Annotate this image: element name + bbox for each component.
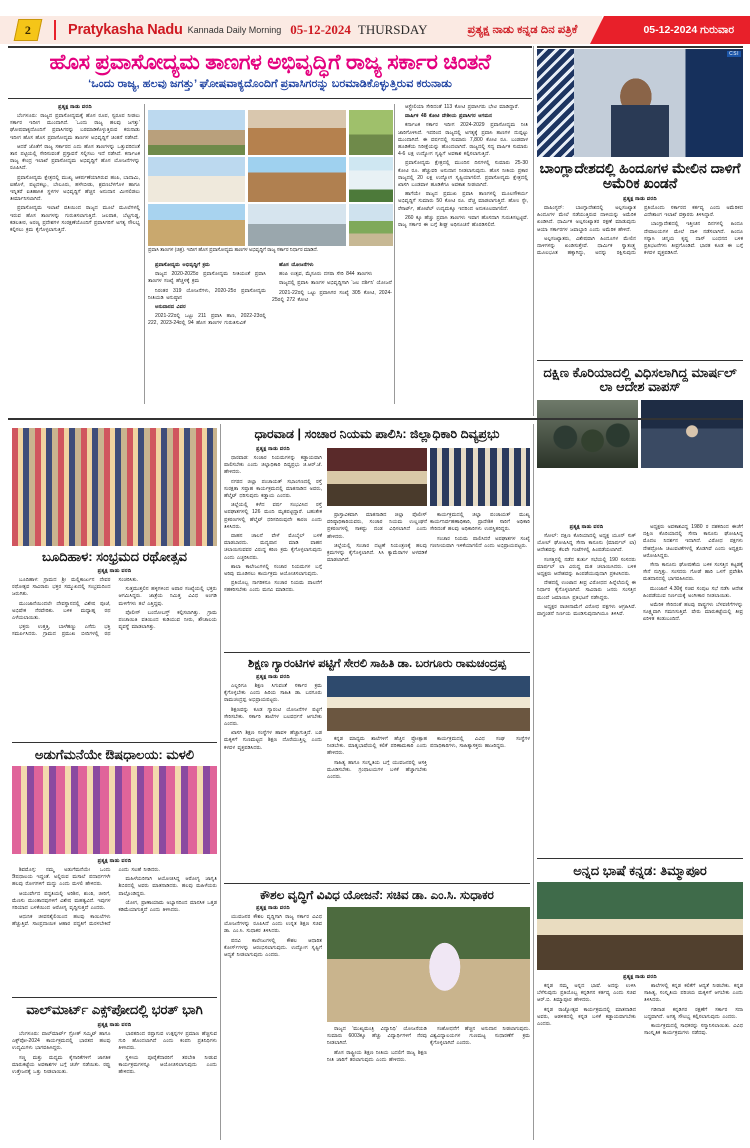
paragraph: ಗಡಿನಾಡ ಕನ್ನಡಿಗರ ರಕ್ಷಣೆಗೆ ಸರ್ಕಾರ ಸದಾ ಬದ್ಧವಾಗಿದೆ. ಅಗತ್ಯ ಸೌಲಭ್ಯ ಕಲ್ಪಿಸಲಾಗುವುದು ಎಂದರು. <box>644 1006 743 1020</box>
photo-dharwad-stage <box>327 448 427 506</box>
paragraph: ಆಧುನಿಕ ಜೀವನಶೈಲಿಯಿಂದ ಹಲವು ಕಾಯಿಲೆಗಳು ಹೆಚ್ಚುತ್ತಿವೆ. ಸಾಂಪ್ರದಾಯಿಕ ಆಹಾರ ಪದ್ಧತಿಗೆ ಮರಳಬೇಕಿದೆ ಎಂದು ಸಲಹೆ ನೀಡಿದರು. <box>12 867 161 928</box>
section-headline-walmart: ವಾಲ್‌ಮಾರ್ಟ್ ಎಕ್ಸ್‌ಪೋದಲ್ಲಿ ಭರತ್ ಭಾಗಿ <box>26 1002 203 1017</box>
section-body-kannada <box>537 974 743 1139</box>
section-body-saahiti-col2 <box>327 736 427 879</box>
photo-dharwad-officials <box>430 448 530 506</box>
byline: ಪ್ರತ್ಯಕ್ಷ ನಾಡು ವರದಿ <box>623 196 657 202</box>
photo-beach <box>349 204 393 246</box>
paragraph: ದೇಶದಲ್ಲಿ ಉಂಟಾದ ತೀವ್ರ ವಿರೋಧದ ಹಿನ್ನೆಲೆಯಲ್ಲಿ ಈ ನಿರ್ಧಾರ ಕೈಗೊಳ್ಳಲಾಗಿದೆ. ಸಾವಿರಾರು ಜನರು ಸಂಸತ್ತಿನ ಮುಂದೆ ಜಮಾಯಿಸಿ ಪ್ರತಿಭಟನೆ ನಡೆಸಿದ್ದರು. <box>537 580 636 601</box>
paragraph: ಅಧ್ಯಕ್ಷರು ಅವಕಾಶವಿದ್ದ 1980 ರ ದಶಕದಿಂದ ಈಚೆಗೆ ದಕ್ಷಿಣ ಕೊರಿಯಾದಲ್ಲಿ ಸೇನಾ ಕಾನೂನು ಘೋಷಿಸಿದ್ದ ಮೊದಲ ನಿದರ್ಶನ ಇದಾಗಿದೆ. ವಿರೋಧ ಪಕ್ಷಗಳು ದೇಶದ್ರೋಹಿ ಚಟುವಟಿಕೆಗಳಲ್ಲಿ ತೊಡಗಿವೆ ಎಂದು ಅಧ್ಯಕ್ಷರು ಆರೋಪಿಸಿದ್ದರು. <box>643 524 743 559</box>
stat-line: 2021-22ರಲ್ಲಿ ಒಟ್ಟು 211 ಪ್ರವಾಸಿ ತಾಣ, 2022-23ರಲ್ಲಿ 222, 2023-24ರಲ್ಲಿ 94 ಹೊಸ ತಾಣಗಳ ಗುರುತಿಸುವಿಕೆ <box>148 313 266 327</box>
paragraph: ಬೆಂಗಳೂರು: ರಾಜ್ಯದ ಪ್ರವಾಸೋದ್ಯಮಕ್ಕೆ ಹೊಸ ರೂಪ, ಸ್ವರೂಪ ನೀಡಲು ಸರ್ಕಾರ ಇದೀಗ ಮುಂದಾಗಿದೆ. ‘ಒಂದು ರಾಜ್ಯ ಹಲವು ಜಗತ್ತು’ ಘೋಷವಾಕ್ಯದೊಂದಿಗೆ ಪ್ರವಾಸಿಗರನ್ನು ಬರಮಾಡಿಕೊಳ್ಳುತ್ತಿರುವ ಕರುನಾಡು ಇದೀಗ ಹೊಸ ಹೊಸ ಪ್ರವಾಸೋದ್ಯಮ ತಾಣಗಳ ಅಭಿವೃದ್ಧಿಗೆ ಚಿಂತನೆ ನಡೆಸಿದೆ. <box>10 113 140 141</box>
paragraph: ಭಾರತದಿಂದ ರಫ್ತಾಗುವ ಉತ್ಪನ್ನಗಳ ಪ್ರಮಾಣ ಹೆಚ್ಚಿಸುವ ಗುರಿ ಹೊಂದಲಾಗಿದೆ ಎಂದು ಕಂಪನಿ ಪ್ರತಿನಿಧಿಗಳು ತಿಳಿಸಿದರು. <box>118 1031 217 1052</box>
section-body-saahiti-col3 <box>430 736 530 879</box>
masthead-kannada-date: 05-12-2024 ಗುರುವಾರ <box>643 23 734 36</box>
lead-subheadline: ‘ಒಂದು ರಾಜ್ಯ, ಹಲವು ಜಗತ್ತು’ ಘೋಷವಾಕ್ಯದೊಂದಿಗೆ ಪ್ರವಾಸಿಗರನ್ನು ಬರಮಾಡಿಕೊಳ್ಳುತ್ತಿರುವ ಕರುನಾಡು <box>88 78 452 90</box>
paragraph: ವಾಹನ ಚಾಲನೆ ವೇಳೆ ಮೊಬೈಲ್ ಬಳಕೆ ಮಾಡಬಾರದು. ಮದ್ಯಪಾನ ಮಾಡಿ ವಾಹನ ಚಲಾಯಿಸುವವರ ವಿರುದ್ಧ ಕಠಿಣ ಕ್ರಮ ಕೈಗೊಳ್ಳಲಾಗುವುದು ಎಂದು ಎಚ್ಚರಿಸಿದರು. <box>224 533 322 561</box>
paragraph: ರಾಜ್ಯದ 'ಮುಖ್ಯಮಂತ್ರಿ ವಿದ್ಯಾನಿಧಿ' ಯೋಜನೆಯಡಿ ಸುಮಾರು 6003ಕ್ಕೂ ಹೆಚ್ಚು ವಿದ್ಯಾರ್ಥಿಗಳಿಗೆ ನೆರವು ನೀಡಲಾಗಿದೆ. <box>327 1026 427 1047</box>
stat-line: ನಿರಂತರ 319 ಯೋಜನೆಗಳು, 2020-25ರ ಪ್ರವಾಸೋದ್ಯಮ ನೀತಿಯಡಿ ಅನುಷ್ಠಾನ <box>148 287 266 301</box>
photo-gopura <box>148 204 245 246</box>
stat-title: ಪ್ರವಾಸೋದ್ಯಮ ಅಭಿವೃದ್ಧಿಗೆ ಕ್ರಮ <box>155 262 210 268</box>
masthead-kannada-title: ಪ್ರತ್ಯಕ್ಷ ನಾಡು ಕನ್ನಡ ದಿನ ಪತ್ರಿಕೆ <box>467 23 578 36</box>
byline: ಪ್ರತ್ಯಕ್ಷ ನಾಡು ವರದಿ <box>256 674 290 680</box>
newspaper-subtitle: Kannada Daily Morning <box>187 25 282 35</box>
paragraph: ಕಾರ್ಯಕ್ರಮದಲ್ಲಿ ಜಿಲ್ಲಾ ಪಂಚಾಯತ್ ಮುಖ್ಯ ಕಾರ್ಯನಿರ್ವಹಣಾಧಿಕಾರಿ, ಪ್ರಾದೇಶಿಕ ಸಾರಿಗೆ ಅಧಿಕಾರಿ ಸೇರಿದಂತೆ ಹಲವು ಅಧಿಕಾರಿಗಳು ಉಪಸ್ಥಿತರಿದ್ದರು. <box>430 512 530 533</box>
stat-title: ಅನುದಾನದ ವಿವರ <box>155 304 186 311</box>
lead-right-divider <box>533 46 534 416</box>
paragraph: ಮಹಿಳೆಯರಿಗಾಗಿ ಆಯೋಜಿಸಿದ್ದ ಆರೋಗ್ಯ ಜಾಗೃತಿ ಶಿಬಿರದಲ್ಲಿ ಅವರು ಮಾತನಾಡಿದರು. ಹಲವು ಮಹಿಳೆಯರು ಪಾಲ್ಗೊಂಡಿದ್ದರು. <box>118 876 217 897</box>
section-headline-kaushala: ಕೌಶಲ ವೃದ್ಧಿಗೆ ವಿವಿಧ ಯೋಜನೆ: ಸಚಿವ ಡಾ. ಎಂ.ಸಿ. ಸುಧಾಕರ <box>260 888 494 902</box>
masthead <box>0 16 750 44</box>
paragraph: ಭಕ್ತರು ಉತ್ತತ್ತಿ, ಬಾಳೆಹಣ್ಣು ಎಸೆದು ಭಕ್ತಿ ಸಮರ್ಪಿಸಿದರು. ಗ್ರಾಮದ ಪ್ರಮುಖ ಬೀದಿಗಳಲ್ಲಿ ರಥ ಸಂಚರಿಸಿತು. <box>12 577 139 638</box>
section-headline-adugemane: ಅಡುಗೆಮನೆಯೇ ಔಷಧಾಲಯ: ಮಳಲಿ <box>34 747 195 762</box>
stat-title: ವಾರ್ಷಿಕ 48 ಕೋಟಿ ದೇಶೀಯ ಪ್ರವಾಸಿಗರ ಆಗಮನ <box>405 113 492 120</box>
lead-column-1 <box>10 104 140 404</box>
paragraph: ಸಾಹಿತ್ಯ ಹಾಗೂ ಸಂಸ್ಕೃತಿಯ ಬಗ್ಗೆ ಯುವಜನರಲ್ಲಿ ಆಸಕ್ತಿ ಮೂಡಿಸಬೇಕು. ಗ್ರಂಥಾಲಯಗಳ ಬಳಕೆ ಹೆಚ್ಚಾಗಬೇಕು ಎಂದರು. <box>327 759 427 781</box>
byline: ಪ್ರತ್ಯಕ್ಷ ನಾಡು ವರದಿ <box>58 104 92 110</box>
section-body-budihal <box>12 568 217 728</box>
photo-gol-gumbaz <box>148 157 245 202</box>
paragraph: ಶಿವಮೊಗ್ಗ: ನಮ್ಮ ಅಡುಗೆಮನೆಯೇ ಒಂದು ಔಷಧಾಲಯ ಇದ್ದಂತೆ. ಅಲ್ಲಿರುವ ಮಸಾಲೆ ಪದಾರ್ಥಗಳೇ ಹಲವು ರೋಗಗಳಿಗೆ ಮದ್ದು ಎಂದು ಮಳಲಿ ಹೇಳಿದರು. <box>12 867 111 888</box>
watermark-label: CSI <box>729 51 739 57</box>
paragraph: ಬೆಂಗಳೂರು: ವಾಲ್‌ಮಾರ್ಟ್ ಗ್ರೋತ್ ಸಮ್ಮಿಟ್ ಹಾಗೂ ಎಕ್ಸ್‌ಪೋ-2024 ಕಾರ್ಯಕ್ರಮದಲ್ಲಿ ಭಾರತದ ಹಲವು ಉದ್ಯಮಿಗಳು ಭಾಗವಹಿಸಿದ್ದರು. <box>12 1031 111 1052</box>
paragraph: ಶಾಲೆಗಳಲ್ಲಿ ಕನ್ನಡ ಕಲಿಕೆಗೆ ಆದ್ಯತೆ ನೀಡಬೇಕು. ಕನ್ನಡ ಸಾಹಿತ್ಯ, ಸಂಸ್ಕೃತಿಯ ಪರಿಚಯ ಮಕ್ಕಳಿಗೆ ಆಗಬೇಕು ಎಂದು ತಿಳಿಸಿದರು. <box>644 983 743 1004</box>
paragraph: ಹೊಸ ರಾಷ್ಟ್ರೀಯ ಶಿಕ್ಷಣ ನೀತಿಯ ಬದಲಿಗೆ ರಾಜ್ಯ ಶಿಕ್ಷಣ ನೀತಿ ಜಾರಿಗೆ ತರಲಾಗುವುದು ಎಂದು ಹೇಳಿದರು. <box>327 1049 427 1063</box>
masthead-day: THURSDAY <box>357 22 428 37</box>
section-body-adugemane <box>12 858 217 993</box>
masthead-divider <box>54 20 56 40</box>
paragraph: ಅಧ್ಯಕ್ಷರ ರಾಜೀನಾಮೆಗೆ ವಿರೋಧ ಪಕ್ಷಗಳು ಆಗ್ರಹಿಸಿವೆ. ವಾಗ್ದಂಡನೆ ನಿರ್ಣಯ ಮಂಡಿಸುವುದಾಗಿಯೂ ತಿಳಿಸಿವೆ. <box>537 603 636 618</box>
section-headline-saahiti: ಶಿಕ್ಷಣ ಗ್ಯಾರಂಟಿಗಳ ಪಟ್ಟಿಗೆ ಸೇರಲಿ ಸಾಹಿತಿ ಡಾ. ಬರಗೂರು ರಾಮಚಂದ್ರಪ್ಪ <box>248 658 506 670</box>
paragraph: ಆದರೆ ಜೊತೆಗೆ ರಾಜ್ಯ ಸರ್ಕಾರದ ಎದು ಹೊಸ ತಾಣಗಳನ್ನು ಒತ್ತುವರಿದಂತೆ ತಾನ ಪಟ್ಟಿಯಲ್ಲಿ ಸೇರಿಸುವಂತೆ ಪ್ರಸ್ತಾವನೆ ಸಲ್ಲಿಸಲು ಇದೆ ನಡೆಸಿದೆ. ಕರ್ನಾಟಕ ರಾಜ್ಯ ಕೇಂದ್ರ ಇಲಾಖೆ ಪ್ರವಾಸೋದ್ಯಮ ಅಭಿವೃದ್ಧಿಗೆ ಹೊಸ ಯೋಜನೆಗಳನ್ನು ರೂಪಿಸಿದೆ. <box>10 143 140 172</box>
rule-left-walmart <box>12 997 217 998</box>
paragraph: ಅಮೆರಿಕ ಸೇರಿದಂತೆ ಹಲವು ರಾಷ್ಟ್ರಗಳು ಬೆಳವಣಿಗೆಗಳನ್ನು ಸೂಕ್ಷ್ಮವಾಗಿ ಗಮನಿಸುತ್ತಿವೆ. ಷೇರು ಮಾರುಕಟ್ಟೆಯಲ್ಲಿ ತೀವ್ರ ಏರಿಳಿತ ಕಂಡುಬಂದಿದೆ. <box>643 602 743 623</box>
paragraph: ಕನ್ನಡ ರಾಜ್ಯೋತ್ಸವ ಕಾರ್ಯಕ್ರಮದಲ್ಲಿ ಮಾತನಾಡಿದ ಅವರು, ಆಡಳಿತದಲ್ಲಿ ಕನ್ನಡ ಬಳಕೆ ಕಡ್ಡಾಯವಾಗಬೇಕು ಎಂದರು. <box>537 1006 636 1028</box>
paragraph: ಪದವಿ ಕಾಲೇಜುಗಳಲ್ಲಿ ಕೌಶಲ ಆಧಾರಿತ ಕೋರ್ಸ್‌ಗಳನ್ನು ಆರಂಭಿಸಲಾಗುವುದು. ಉದ್ಯೋಗ ಸೃಷ್ಟಿಗೆ ಆದ್ಯತೆ ನೀಡಲಾಗುವುದು ಎಂದರು. <box>224 937 322 959</box>
lead-column-4 <box>398 104 528 404</box>
rule-middle-saahiti <box>224 652 530 653</box>
byline: ಪ್ರತ್ಯಕ್ಷ ನಾಡು ವರದಿ <box>569 524 604 530</box>
rule-right-top <box>537 46 743 48</box>
byline: ಪ್ರತ್ಯಕ್ಷ ನಾಡು ವರದಿ <box>97 568 132 574</box>
paragraph: ಸಂಸತ್ತಿನಲ್ಲಿ ನಡೆದ ತುರ್ತು ಸಭೆಯಲ್ಲಿ 190 ಸಂಸದರು ಮಾರ್ಷಲ್ ಲಾ ವಿರುದ್ಧ ಮತ ಚಲಾಯಿಸಿದರು. ಬಳಿಕ ಅಧ್ಯಕ್ಷರು ಆದೇಶವನ್ನು ಹಿಂಪಡೆಯುವುದಾಗಿ ಪ್ರಕಟಿಸಿದರು. <box>537 556 636 578</box>
photo-unveiling-ceremony <box>327 907 530 1022</box>
rule-under-masthead-left <box>8 46 532 48</box>
photo-fort <box>349 110 393 155</box>
paragraph: ನಗರದ ಜಿಲ್ಲಾ ಪಂಚಾಯತ್ ಸಭಾಂಗಣದಲ್ಲಿ ರಸ್ತೆ ಸುರಕ್ಷತಾ ಸಪ್ತಾಹ ಕಾರ್ಯಕ್ರಮದಲ್ಲಿ ಮಾತನಾಡಿದ ಅವರು, ಹೆಲ್ಮೆಟ್ ಧರಿಸುವುದು ಕಡ್ಡಾಯ ಎಂದರು. <box>224 478 322 500</box>
stat-title: ಹೊಸ ಯೋಜನೆಗಳು <box>279 262 314 268</box>
photo-korea-protest <box>537 400 638 468</box>
photo-saahiti-event <box>327 676 530 731</box>
paragraph: ಸ್ಥಳೀಯ ಪೂರೈಕೆದಾರರಿಗೆ ತರಬೇತಿ ನೀಡುವ ಕಾರ್ಯಕ್ರಮಗಳನ್ನೂ ಆಯೋಜಿಸಲಾಗುವುದು ಎಂದು ಹೇಳಿದರು. <box>118 1054 217 1076</box>
paragraph: ಸುತ್ತಮುತ್ತಲಿನ ಹಳ್ಳಿಗಳಿಂದ ಅಪಾರ ಸಂಖ್ಯೆಯಲ್ಲಿ ಭಕ್ತರು ಆಗಮಿಸಿದ್ದರು. ಜಾತ್ರೆಯ ನಿಮಿತ್ತ ವಿವಿಧ ಅಂಗಡಿ ಮಳಿಗೆಗಳು ತಲೆ ಎತ್ತಿದ್ದವು. <box>118 586 217 607</box>
stat-line: ಹಂಪಿ ಉತ್ಸವ, ಮೈಸೂರು ದಸರಾ ಸೇರಿ 844 ತಾಣಗಳು <box>279 271 373 278</box>
section-headline-korea: ದಕ್ಷಿಣ ಕೊರಿಯಾದಲ್ಲಿ ವಿಧಿಸಲಾಗಿದ್ದ ಮಾರ್ಷಲ್ ಲಾ ಆದೇಶ ವಾಪಸ್ <box>543 365 737 395</box>
column-divider-1 <box>220 424 221 1140</box>
newspaper-title: Pratykasha Nadu <box>68 22 183 38</box>
rule-left-adugemane <box>12 742 217 743</box>
paragraph: ಜಿಲ್ಲೆಯಲ್ಲಿ ಸಂಚಾರ ದಟ್ಟಣೆ ನಿಯಂತ್ರಣಕ್ಕೆ ಹಲವು ಕ್ರಮಗಳನ್ನು ಕೈಗೊಳ್ಳಲಾಗಿದೆ. ಸಿಸಿ ಕ್ಯಾಮೆರಾಗಳ ಅಳವಡಿಕೆ ಮಾಡಲಾಗಿದೆ. <box>327 542 427 564</box>
paragraph: ಪೊಲೀಸ್ ಬಂದೋಬಸ್ತ್ ಕಲ್ಪಿಸಲಾಗಿತ್ತು. ಗ್ರಾಮ ಪಂಚಾಯಿತಿ ವತಿಯಿಂದ ಕುಡಿಯುವ ನೀರು, ಶೌಚಾಲಯ ವ್ಯವಸ್ಥೆ ಮಾಡಲಾಗಿತ್ತು. <box>118 609 217 631</box>
paragraph: ಕಾರ್ಯಕ್ರಮದಲ್ಲಿ ವಿವಿಧ ಸಂಘ ಸಂಸ್ಥೆಗಳ ಪದಾಧಿಕಾರಿಗಳು, ಸಾಹಿತ್ಯಾಸಕ್ತರು ಹಾಜರಿದ್ದರು. <box>430 736 530 750</box>
section-body-kaushala-col3 <box>430 1026 530 1141</box>
byline: ಪ್ರತ್ಯಕ್ಷ ನಾಡು ವರದಿ <box>256 446 290 452</box>
photo-temple <box>248 157 346 202</box>
paragraph: ಬಾಂಗ್ಲಾದೇಶದಲ್ಲಿ ಇತ್ತೀಚಿನ ದಿನಗಳಲ್ಲಿ ಹಿಂದೂ ದೇವಾಲಯಗಳ ಮೇಲೆ ದಾಳಿ ನಡೆಸಲಾಗಿದೆ. ಹಿಂದೂ ಸನ್ಯಾಸಿ ಚಿನ್ಮಯ ಕೃಷ್ಣ ದಾಸ್ ಬಂಧನದ ಬಳಿಕ ಪ್ರತಿಭಟನೆಗಳು ತೀವ್ರಗೊಂಡಿವೆ. ಭಾರತ ಕೂಡ ಈ ಬಗ್ಗೆ ಕಳವಳ ವ್ಯಕ್ತಪಡಿಸಿದೆ. <box>644 221 743 257</box>
photo-waterfall <box>349 157 393 202</box>
paragraph: ಸಂಶೋಧನೆಗೆ ಹೆಚ್ಚಿನ ಅನುದಾನ ನೀಡಲಾಗುವುದು. ವಿಶ್ವವಿದ್ಯಾಲಯಗಳ ಗುಣಮಟ್ಟ ಸುಧಾರಣೆಗೆ ಕ್ರಮ ಕೈಗೊಳ್ಳಲಾಗಿದೆ ಎಂದರು. <box>430 1026 530 1047</box>
paragraph: ಕನ್ನಡ ಮಾಧ್ಯಮ ಶಾಲೆಗಳಿಗೆ ಹೆಚ್ಚಿನ ಪ್ರೋತ್ಸಾಹ ನೀಡಬೇಕು. ಮಾತೃಭಾಷೆಯಲ್ಲಿ ಕಲಿಕೆ ಪರಿಣಾಮಕಾರಿ ಎಂದು ಹೇಳಿದರು. <box>327 736 427 757</box>
stat-line: 2021-22ರಲ್ಲಿ ಒಟ್ಟು ಪ್ರವಾಸಿಗರ ಸಂಖ್ಯೆ 305 ಕೋಟಿ, 2024-25ರಲ್ಲಿ 272 ಕೋಟಿ <box>272 289 392 303</box>
paragraph: ಶಿಕ್ಷಣವನ್ನು ಕೂಡ ಗ್ಯಾರಂಟಿ ಯೋಜನೆಗಳ ಪಟ್ಟಿಗೆ ಸೇರಿಸಬೇಕು. ಸರ್ಕಾರಿ ಶಾಲೆಗಳ ಬಲವರ್ಧನೆ ಆಗಬೇಕು ಎಂದರು. <box>224 706 322 728</box>
photo-women-gathering <box>12 766 217 854</box>
section-body-korea-right <box>643 524 743 854</box>
photo-grid-caption: ಪ್ರವಾಸಿ ತಾಣಗಳ (ಚಿತ್ರ). ಇದೀಗ ಹೊಸ ಪ್ರವಾಸೋದ್ಯಮ ತಾಣಗಳ ಅಭಿವೃದ್ಧಿಗೆ ರಾಜ್ಯ ಸರ್ಕಾರ ನಿರ್ಧಾರ ಮಾಡಿದೆ. <box>148 248 319 253</box>
section-body-walmart <box>12 1022 217 1142</box>
photo-us-state-department-briefing <box>537 49 743 157</box>
paragraph: ಸೋಲ್: ದಕ್ಷಿಣ ಕೊರಿಯಾದಲ್ಲಿ ಅಧ್ಯಕ್ಷ ಯೂನ್ ಸುಕ್ ಯೋಲ್ ಘೋಷಿಸಿದ್ದ ಸೇನಾ ಕಾನೂನು (ಮಾರ್ಷಲ್ ಲಾ) ಆದೇಶವನ್ನು ಕೆಲವೇ ಗಂಟೆಗಳಲ್ಲಿ ಹಿಂಪಡೆಯಲಾಗಿದೆ. <box>537 533 636 554</box>
section-body-korea-left <box>537 524 636 854</box>
byline: ಪ್ರತ್ಯಕ್ಷ ನಾಡು ವರದಿ <box>256 905 290 911</box>
paragraph: ಯುವಜನರ ಕೌಶಲ ವೃದ್ಧಿಗಾಗಿ ರಾಜ್ಯ ಸರ್ಕಾರ ವಿವಿಧ ಯೋಜನೆಗಳನ್ನು ರೂಪಿಸಿದೆ ಎಂದು ಉನ್ನತ ಶಿಕ್ಷಣ ಸಚಿವ ಡಾ. ಎಂ.ಸಿ. ಸುಧಾಕರ ತಿಳಿಸಿದರು. <box>224 914 322 935</box>
paragraph: ಶಾಲಾ ಕಾಲೇಜುಗಳಲ್ಲಿ ಸಂಚಾರ ನಿಯಮಗಳ ಬಗ್ಗೆ ಅರಿವು ಮೂಡಿಸಲು ಕಾರ್ಯಕ್ರಮ ಆಯೋಜಿಸಲಾಗುವುದು. <box>224 563 322 578</box>
rule-under-lead-subhead <box>8 98 532 99</box>
photo-bridge <box>248 204 346 246</box>
paragraph: ಮುಂಜಾನೆಯಿಂದಲೇ ದೇವಸ್ಥಾನದಲ್ಲಿ ವಿಶೇಷ ಪೂಜೆ, ಅಭಿಷೇಕ ನೆರವೇರಿತು. ಬಳಿಕ ಮಧ್ಯಾಹ್ನ ರಥ ಎಳೆಯಲಾಯಿತು. <box>12 600 111 622</box>
section-body-dharwad-col1 <box>224 446 322 646</box>
paragraph: ಅಲ್ಪಸಂಖ್ಯಾತರು, ವಿಶೇಷವಾಗಿ ಹಿಂದೂಗಳ ಮೇಲಿನ ದಾಳಿಗಳನ್ನು ಖಂಡಿಸುತ್ತೇವೆ. ಧಾರ್ಮಿಕ ಸ್ವಾತಂತ್ರ್ಯ ಮೂಲಭೂತ ಹಕ್ಕಾಗಿದ್ದು, ಅದನ್ನು ರಕ್ಷಿಸುವುದು ಪ್ರತಿಯೊಂದು ಸರ್ಕಾರದ ಕರ್ತವ್ಯ ಎಂದು ಅಮೆರಿಕದ ವಿದೇಶಾಂಗ ಇಲಾಖೆ ವಕ್ತಾರರು ತಿಳಿಸಿದ್ದಾರೆ. <box>537 205 743 257</box>
paragraph: ಆಯುರ್ವೇದ ಪದ್ಧತಿಯಲ್ಲಿ ಅರಿಶಿನ, ಶುಂಠಿ, ಜೀರಿಗೆ, ಮೆಣಸು ಮುಂತಾದವುಗಳಿಗೆ ವಿಶೇಷ ಮಹತ್ವವಿದೆ. ಇವುಗಳ ಸರಿಯಾದ ಬಳಕೆಯಿಂದ ಆರೋಗ್ಯ ವೃದ್ಧಿಸುತ್ತದೆ ಎಂದರು. <box>12 890 111 912</box>
paragraph: ಖಾಸಗಿ ಶಿಕ್ಷಣ ಸಂಸ್ಥೆಗಳ ಹಾವಳಿ ಹೆಚ್ಚಾಗುತ್ತಿದೆ. ಬಡ ಮಕ್ಕಳಿಗೆ ಗುಣಮಟ್ಟದ ಶಿಕ್ಷಣ ದೊರೆಯುತ್ತಿಲ್ಲ ಎಂದು ಕಳವಳ ವ್ಯಕ್ತಪಡಿಸಿದರು. <box>224 730 322 751</box>
section-headline-dharwad: ಧಾರವಾಡ | ಸಂಚಾರ ನಿಯಮ ಪಾಲಿಸಿ: ಜಿಲ್ಲಾಧಿಕಾರಿ ದಿವ್ಯಪ್ರಭು <box>254 427 500 441</box>
photo-korea-president <box>641 400 743 468</box>
rule-right-korea <box>537 360 743 361</box>
section-body-dharwad-col2 <box>327 512 427 646</box>
rule-middle-kaushala <box>224 883 530 884</box>
paragraph: ಸೇನಾ ಕಾನೂನು ಘೋಷಣೆಯ ಬಳಿಕ ಸಂಸತ್ತಿನ ಕಟ್ಟಡಕ್ಕೆ ಸೇನೆ ನುಗ್ಗಿತ್ತು. ಸಂಸದರು ಗೋಡೆ ಹಾರಿ ಒಳಗೆ ಪ್ರವೇಶಿಸಿ ಮತದಾನದಲ್ಲಿ ಭಾಗವಹಿಸಿದರು. <box>643 562 743 583</box>
column-divider-2 <box>533 424 534 1140</box>
photo-kannada-event <box>537 882 743 970</box>
byline: ಪ್ರತ್ಯಕ್ಷ ನಾಡು ವರದಿ <box>97 1022 132 1028</box>
section-body-kaushala-col2 <box>327 1026 427 1141</box>
paragraph: ಪ್ರಾಸ್ತಾವಿಕವಾಗಿ ಮಾತನಾಡಿದ ಜಿಲ್ಲಾ ಪೊಲೀಸ್ ವರಿಷ್ಠಾಧಿಕಾರಿಯವರು, ಸಂಚಾರ ನಿಯಮ ಉಲ್ಲಂಘನೆ ಪ್ರಕರಣಗಳಲ್ಲಿ ಸಾಕಷ್ಟು ದಂಡ ವಿಧಿಸಲಾಗಿದೆ ಎಂದು ಹೇಳಿದರು. <box>327 512 427 540</box>
photo-monument <box>148 110 245 155</box>
paragraph: ಕಾರ್ಯಕ್ರಮದಲ್ಲಿ ಸಾಧಕರನ್ನು ಸನ್ಮಾನಿಸಲಾಯಿತು. ವಿವಿಧ ಸಾಂಸ್ಕೃತಿಕ ಕಾರ್ಯಕ್ರಮಗಳು ನಡೆದವು. <box>644 1023 743 1037</box>
paragraph: ಪ್ರವಾಸೋದ್ಯಮ ಇಲಾಖೆ ವತಿಯಿಂದ ರಾಜ್ಯದ ಮೂಲೆ ಮೂಲೆಗಳಲ್ಲಿ ಇರುವ ಹೊಸ ತಾಣಗಳನ್ನು ಗುರುತಿಸಲಾಗುತ್ತಿದೆ. ಜಲಪಾತ, ಬೆಟ್ಟಗುಡ್ಡ, ಕಡಲತೀರ, ಅರಣ್ಯ ಪ್ರದೇಶಗಳ ಸಂರಕ್ಷಣೆಯೊಂದಿಗೆ ಪ್ರವಾಸಿಗರಿಗೆ ಅಗತ್ಯ ಸೌಲಭ್ಯ ಕಲ್ಪಿಸಲು ಕ್ರಮ ಕೈಗೊಳ್ಳಲಾಗುತ್ತಿದೆ. <box>10 205 140 234</box>
rule-right-kannada <box>537 858 743 859</box>
lead-stats-column-1 <box>148 262 266 407</box>
lead-divider-1 <box>144 104 145 404</box>
paragraph: 260 ಕ್ಕೂ ಹೆಚ್ಚು ಪ್ರವಾಸಿ ತಾಣಗಳು ಇವಾಗ ಹೊಸದಾಗಿ ಗುರುತಿಸಲ್ಪಟ್ಟಿವೆ. ರಾಜ್ಯ ಸರ್ಕಾರ ಈ ಬಗ್ಗೆ ಶೀಘ್ರ ಅಧಿಸೂಚನೆ ಹೊರಡಿಸಲಿದೆ. <box>398 214 528 229</box>
section-headline-bangladesh: ಬಾಂಗ್ಲಾದೇಶದಲ್ಲಿ ಹಿಂದೂಗಳ ಮೇಲಿನ ದಾಳಿಗೆ ಅಮೆರಿಕ ಖಂಡನೆ <box>539 160 741 192</box>
paragraph: ಮುಂಜಾನೆ 4.30ಕ್ಕೆ ಸಚಿವ ಸಂಪುಟ ಸಭೆ ನಡೆಸಿ ಆದೇಶ ಹಿಂಪಡೆಯುವ ನಿರ್ಣಯಕ್ಕೆ ಅಂಗೀಕಾರ ನೀಡಲಾಯಿತು. <box>643 585 743 599</box>
paragraph: ಕನ್ನಡ ನಮ್ಮ ಅನ್ನದ ಭಾಷೆ. ಅದನ್ನು ಉಳಿಸಿ ಬೆಳೆಸುವುದು ಪ್ರತಿಯೊಬ್ಬ ಕನ್ನಡಿಗನ ಕರ್ತವ್ಯ ಎಂದು ಸಚಿವ ಆರ್.ಬಿ. ತಿಮ್ಮಾಪೂರ ಹೇಳಿದರು. <box>537 983 636 1004</box>
byline: ಪ್ರತ್ಯಕ್ಷ ನಾಡು ವರದಿ <box>623 974 657 980</box>
section-headline-kannada: ಅನ್ನದ ಭಾಷೆ ಕನ್ನಡ: ತಿಮ್ಮಾಪೂರ <box>573 863 707 878</box>
byline: ಪ್ರತ್ಯಕ್ಷ ನಾಡು ವರದಿ <box>97 858 132 864</box>
section-body-dharwad-col3 <box>430 512 530 646</box>
paragraph: ಬೂದಿಹಾಳ: ಗ್ರಾಮದ ಶ್ರೀ ಮಲ್ಲಿಕಾರ್ಜುನ ದೇವರ ರಥೋತ್ಸವ ಸಾವಿರಾರು ಭಕ್ತರ ಸಮ್ಮುಖದಲ್ಲಿ ಸಂಭ್ರಮದಿಂದ ಜರುಗಿತು. <box>12 577 111 598</box>
section-headline-budihal: ಬೂದಿಹಾಳ: ಸಂಭ್ರಮದ ರಥೋತ್ಸವ <box>42 549 187 564</box>
page-number: 2 <box>25 22 31 37</box>
masthead-date: 05-12-2024 <box>290 22 351 37</box>
paragraph: ಪ್ರತಿಯೊಬ್ಬ ನಾಗರಿಕನೂ ಸಂಚಾರ ನಿಯಮ ಪಾಲನೆಗೆ ಸಹಕರಿಸಬೇಕು ಎಂದು ಮನವಿ ಮಾಡಿದರು. <box>224 580 322 594</box>
lead-stats-column-2 <box>272 262 392 407</box>
paragraph: ವಾಷಿಂಗ್ಟನ್: ಬಾಂಗ್ಲಾದೇಶದಲ್ಲಿ ಅಲ್ಪಸಂಖ್ಯಾತ ಹಿಂದೂಗಳ ಮೇಲೆ ನಡೆಯುತ್ತಿರುವ ದಾಳಿಯನ್ನು ಅಮೆರಿಕ ಖಂಡಿಸಿದೆ. ಧಾರ್ಮಿಕ ಅಲ್ಪಸಂಖ್ಯಾತರ ರಕ್ಷಣೆ ಮಾಡುವುದು ಆಯಾ ಸರ್ಕಾರಗಳ ಜವಾಬ್ದಾರಿ ಎಂದು ಅಮೆರಿಕ ಹೇಳಿದೆ. <box>537 205 636 233</box>
page-number-badge <box>14 19 43 41</box>
paragraph: ಹಾಗೆಯೇ ರಾಜ್ಯದ ಪ್ರಮುಖ ಪ್ರವಾಸಿ ತಾಣಗಳಲ್ಲಿ ಮೂಲಸೌಕರ್ಯ ಅಭಿವೃದ್ಧಿಗೆ ಸುಮಾರು 50 ಕೋಟಿ ರೂ. ವೆಚ್ಚ ಮಾಡಲಾಗುತ್ತಿದೆ. ಹೋಂ ಸ್ಟೇ, ರೆಸಾರ್ಟ್, ಹೋಟೆಲ್ ಉದ್ಯಮಕ್ಕೂ ಇದರಿಂದ ಅನುಕೂಲವಾಗಲಿದೆ. <box>398 191 528 212</box>
lead-headline: ಹೊಸ ಪ್ರವಾಸೋದ್ಯಮ ತಾಣಗಳ ಅಭಿವೃದ್ಧಿಗೆ ರಾಜ್ಯ ಸರ್ಕಾರ ಚಿಂತನೆ <box>49 50 491 74</box>
paragraph: ಯೋಗ, ಪ್ರಾಣಾಯಾಮ ಅಭ್ಯಾಸದಿಂದ ಮಾನಸಿಕ ಒತ್ತಡ ಕಡಿಮೆಯಾಗುತ್ತದೆ ಎಂದು ತಿಳಿಸಿದರು. <box>118 899 217 914</box>
paragraph: ಕರ್ನಾಟಕ ಸರ್ಕಾರ ಇದೀಗ 2024-2029 ಪ್ರವಾಸೋದ್ಯಮ ನೀತಿ ಜಾರಿಗೊಳಿಸಿದೆ. ಇದರಿಂದ ರಾಜ್ಯದಲ್ಲಿ ಅಗತ್ಯಕ್ಕೆ ಪ್ರವಾಸಿ ತಾಣಗಳ ದುಪ್ಪಟ್ಟು ಮುಂದಾಗಿದೆ. ಈ ವರ್ಷದಲ್ಲಿ ಸುಮಾರು 7,800 ಕೋಟಿ ರೂ. ಬಂಡವಾಳ ಹೂಡಿಕೆಯ ನಿರೀಕ್ಷೆಯನ್ನು ಹೊಂದಲಾಗಿದೆ. ರಾಜ್ಯದಲ್ಲಿ ಸದ್ಯ ವಾರ್ಷಿಕ ಸುಮಾರು 4-6 ಲಕ್ಷ ಉದ್ಯೋಗ ಸೃಷ್ಟಿಗೆ ಅವಕಾಶ ಕಲ್ಪಿಸಲಾಗುತ್ತಿದೆ. <box>398 122 528 158</box>
stat-line: ರಾಜ್ಯದಲ್ಲಿ ಪ್ರವಾಸಿ ತಾಣಗಳ ಅಭಿವೃದ್ಧಿಗಾಗಿ ‘ಜಲ ದರ್ಶಿನಿ’ ಯೋಜನೆ <box>279 280 392 287</box>
stat-line: ರಾಜ್ಯದ 2020-2025ರ ಪ್ರವಾಸೋದ್ಯಮ ನೀತಿಯಂತೆ ಪ್ರವಾಸಿ ತಾಣಗಳ ಸಂಖ್ಯೆ ಹೆಚ್ಚಳಕ್ಕೆ ಕ್ರಮ <box>148 271 266 285</box>
photo-budihal-chariot <box>12 428 217 546</box>
lead-divider-2 <box>394 104 395 404</box>
paragraph: ಸಂಚಾರ ನಿಯಮ ಪಾಲಿಸಿದರೆ ಅಪಘಾತಗಳ ಸಂಖ್ಯೆ ಗಣನೀಯವಾಗಿ ಇಳಿಕೆಯಾಗಲಿದೆ ಎಂದು ಅಭಿಪ್ರಾಯಪಟ್ಟರು. <box>430 535 530 549</box>
paragraph: ಆಸ್ಟ್ರೇಲಿಯಾ ಸೇರಿದಂತೆ 113 ಕೋಟಿ ಪ್ರವಾಸಿಗರು ಭೇಟಿ ಮಾಡಿದ್ದಾರೆ. <box>405 104 519 110</box>
photo-hampi <box>248 110 346 155</box>
section-body-kaushala-col1 <box>224 905 322 1140</box>
section-body-saahiti-col1 <box>224 674 322 879</box>
paragraph: ಜಿಲ್ಲೆಯಲ್ಲಿ ಕಳೆದ ವರ್ಷ ಸಂಭವಿಸಿದ ರಸ್ತೆ ಅಪಘಾತಗಳಲ್ಲಿ 126 ಮಂದಿ ಮೃತಪಟ್ಟಿದ್ದಾರೆ. ಬಹುತೇಕ ಪ್ರಕರಣಗಳಲ್ಲಿ ಹೆಲ್ಮೆಟ್ ಧರಿಸದಿರುವುದೇ ಕಾರಣ ಎಂದು ತಿಳಿಸಿದರು. <box>224 502 322 530</box>
rule-lead-bottom <box>8 418 743 420</box>
section-body-bangladesh <box>537 196 743 356</box>
paragraph: ಪ್ರವಾಸೋದ್ಯಮ ಕ್ಷೇತ್ರದಲ್ಲಿ ಮುಖ್ಯ ಆಕರ್ಷಣೆಯಾಗಿರುವ ಹಂಪಿ, ಬಾದಾಮಿ, ಐಹೊಳೆ, ಪಟ್ಟದಕಲ್ಲು, ಬೇಲೂರು, ಹಳೇಬೀಡು, ಶ್ರವಣಬೆಳಗೊಳ ಹಾಗೂ ಇನ್ನಿತರೆ ಐತಿಹಾಸಿಕ ಸ್ಥಳಗಳ ಅಭಿವೃದ್ಧಿಗೆ ಹೆಚ್ಚಿನ ಅನುದಾನ ಮೀಸಲಿಡಲು ತೀರ್ಮಾನಿಸಲಾಗಿದೆ. <box>10 174 140 203</box>
paragraph: ಧಾರವಾಡ: ಸಂಚಾರ ನಿಯಮಗಳನ್ನು ಕಡ್ಡಾಯವಾಗಿ ಪಾಲಿಸಬೇಕು ಎಂದು ಜಿಲ್ಲಾಧಿಕಾರಿ ದಿವ್ಯಪ್ರಭು ಜಿ.ಆರ್.ಜೆ. ಹೇಳಿದರು. <box>224 455 322 476</box>
paragraph: ಎಲ್ಲರಿಗೂ ಶಿಕ್ಷಣ ಸಿಗುವಂತೆ ಸರ್ಕಾರ ಕ್ರಮ ಕೈಗೊಳ್ಳಬೇಕು ಎಂದು ಹಿರಿಯ ಸಾಹಿತಿ ಡಾ. ಬರಗೂರು ರಾಮಚಂದ್ರಪ್ಪ ಅಭಿಪ್ರಾಯಪಟ್ಟರು. <box>224 683 322 704</box>
paragraph: ಸಣ್ಣ ಮತ್ತು ಮಧ್ಯಮ ಕೈಗಾರಿಕೆಗಳಿಗೆ ಜಾಗತಿಕ ಮಾರುಕಟ್ಟೆಯ ಅವಕಾಶಗಳ ಬಗ್ಗೆ ಚರ್ಚೆ ನಡೆಯಿತು. ರಫ್ತು ಉತ್ತೇಜನಕ್ಕೆ ಒತ್ತು ನೀಡಲಾಯಿತು. <box>12 1054 111 1076</box>
paragraph: ಪ್ರವಾಸೋದ್ಯಮ ಕ್ಷೇತ್ರದಲ್ಲಿ ಮುಂದಿನ ದಿನಗಳಲ್ಲಿ ಸುಮಾರು 25-30 ಕೋಟಿ ರೂ. ಹೆಚ್ಚುವರಿ ಅನುದಾನ ನೀಡಲಾಗುವುದು. ಹೊಸ ನೀತಿಯ ಪ್ರಕಾರ ರಾಜ್ಯದಲ್ಲಿ 20 ಲಕ್ಷ ಉದ್ಯೋಗ ಸೃಷ್ಟಿಯಾಗಲಿದೆ. ಪ್ರವಾಸೋದ್ಯಮ ಕ್ಷೇತ್ರದಲ್ಲಿ ಖಾಸಗಿ ಬಂಡವಾಳ ಹೂಡಿಕೆಗೂ ಅವಕಾಶ ನೀಡಲಾಗಿದೆ. <box>398 160 528 189</box>
